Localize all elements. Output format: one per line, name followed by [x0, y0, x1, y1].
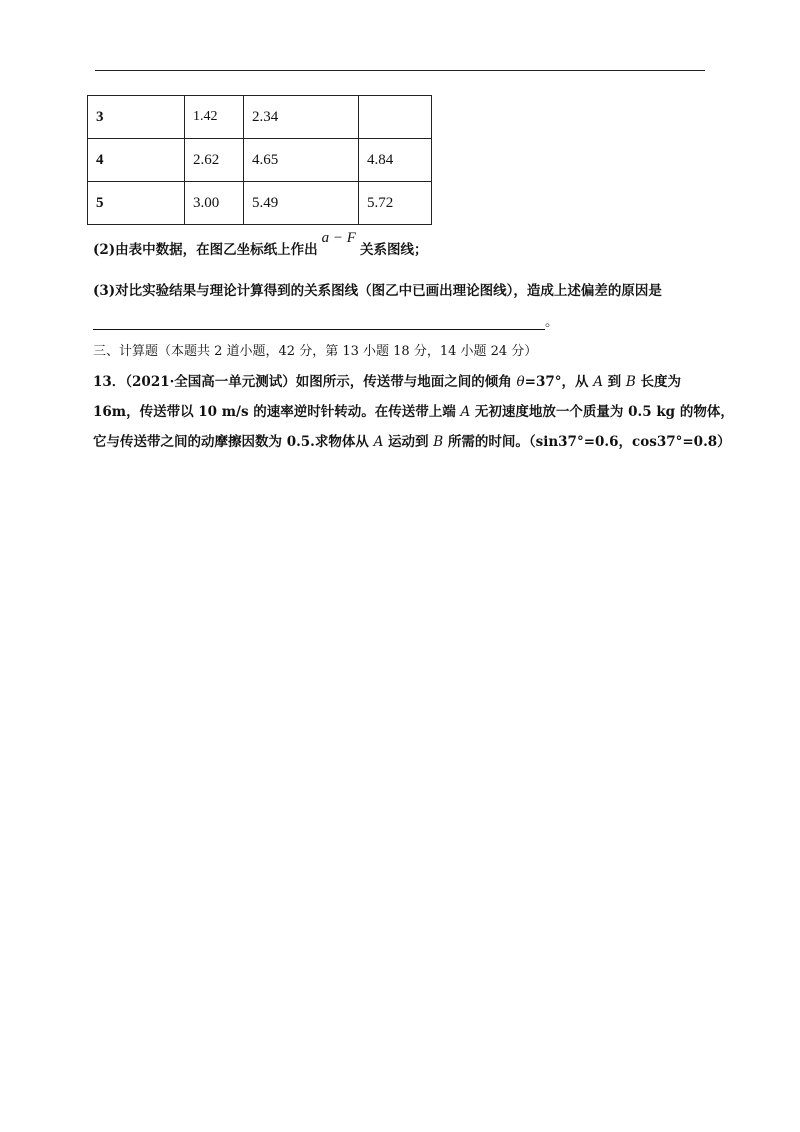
table-cell: 3 — [88, 96, 185, 139]
q2-prefix: (2)由表中数据，在图乙坐标纸上作出 — [93, 242, 318, 258]
q2-math: a − F — [321, 230, 356, 246]
table-cell: 5.72 — [359, 182, 432, 225]
header-rule — [95, 70, 705, 71]
q13-line-1 — [93, 370, 681, 390]
q13-line-2 — [93, 400, 734, 420]
section-title-text: 三、计算题（本题共 2 道小题，42 分，第 13 小题 18 分，14 小题 24 分） — [93, 344, 538, 359]
data-table — [87, 95, 432, 225]
point-b: B — [433, 434, 444, 450]
question-2 — [93, 230, 428, 259]
q13-text: 无初速度地放一个质量为 0.5 kg 的物体， — [470, 404, 734, 420]
q13-text: 运动到 — [383, 434, 434, 450]
section-title — [93, 340, 537, 359]
q13-text: 所需的时间。（sin37°=0.6，cos37°=0.8） — [443, 434, 731, 450]
table-cell: 4.84 — [359, 139, 432, 182]
table-cell: 4 — [88, 139, 185, 182]
answer-blank-line — [93, 310, 559, 330]
q13-text: 它与传送带之间的动摩擦因数为 0.5.求物体从 — [93, 434, 374, 450]
q3-text: (3)对比实验结果与理论计算得到的关系图线（图乙中已画出理论图线），造成上述偏差的原因是 — [93, 283, 662, 299]
q13-text: =37°，从 — [524, 374, 594, 390]
table-cell: 4.65 — [244, 139, 359, 182]
table-row — [88, 139, 432, 182]
table-cell — [359, 96, 432, 139]
table-cell: 2.34 — [244, 96, 359, 139]
q13-text: 13．（2021·全国高一单元测试）如图所示，传送带与地面之间的倾角 — [93, 374, 517, 390]
q2-suffix: 关系图线； — [359, 242, 428, 258]
table-cell: 5.49 — [244, 182, 359, 225]
q13-line-3 — [93, 430, 731, 450]
q13-text: 长度为 — [635, 374, 681, 390]
point-a: A — [460, 404, 471, 420]
q13-text: 到 — [602, 374, 626, 390]
table-row — [88, 182, 432, 225]
theta-symbol: θ — [516, 374, 525, 390]
table-cell: 3.00 — [185, 182, 244, 225]
point-b: B — [625, 374, 636, 390]
answer-blank[interactable] — [93, 315, 545, 330]
table-cell: 1.42 — [185, 96, 244, 139]
table-cell: 5 — [88, 182, 185, 225]
question-3 — [93, 279, 662, 299]
answer-blank-end: 。 — [545, 314, 559, 330]
table-row — [88, 96, 432, 139]
table-cell: 2.62 — [185, 139, 244, 182]
point-a: A — [593, 374, 603, 390]
point-a: A — [373, 434, 384, 450]
q13-text: 16m，传送带以 10 m/s 的速率逆时针转动。在传送带上端 — [93, 404, 461, 420]
